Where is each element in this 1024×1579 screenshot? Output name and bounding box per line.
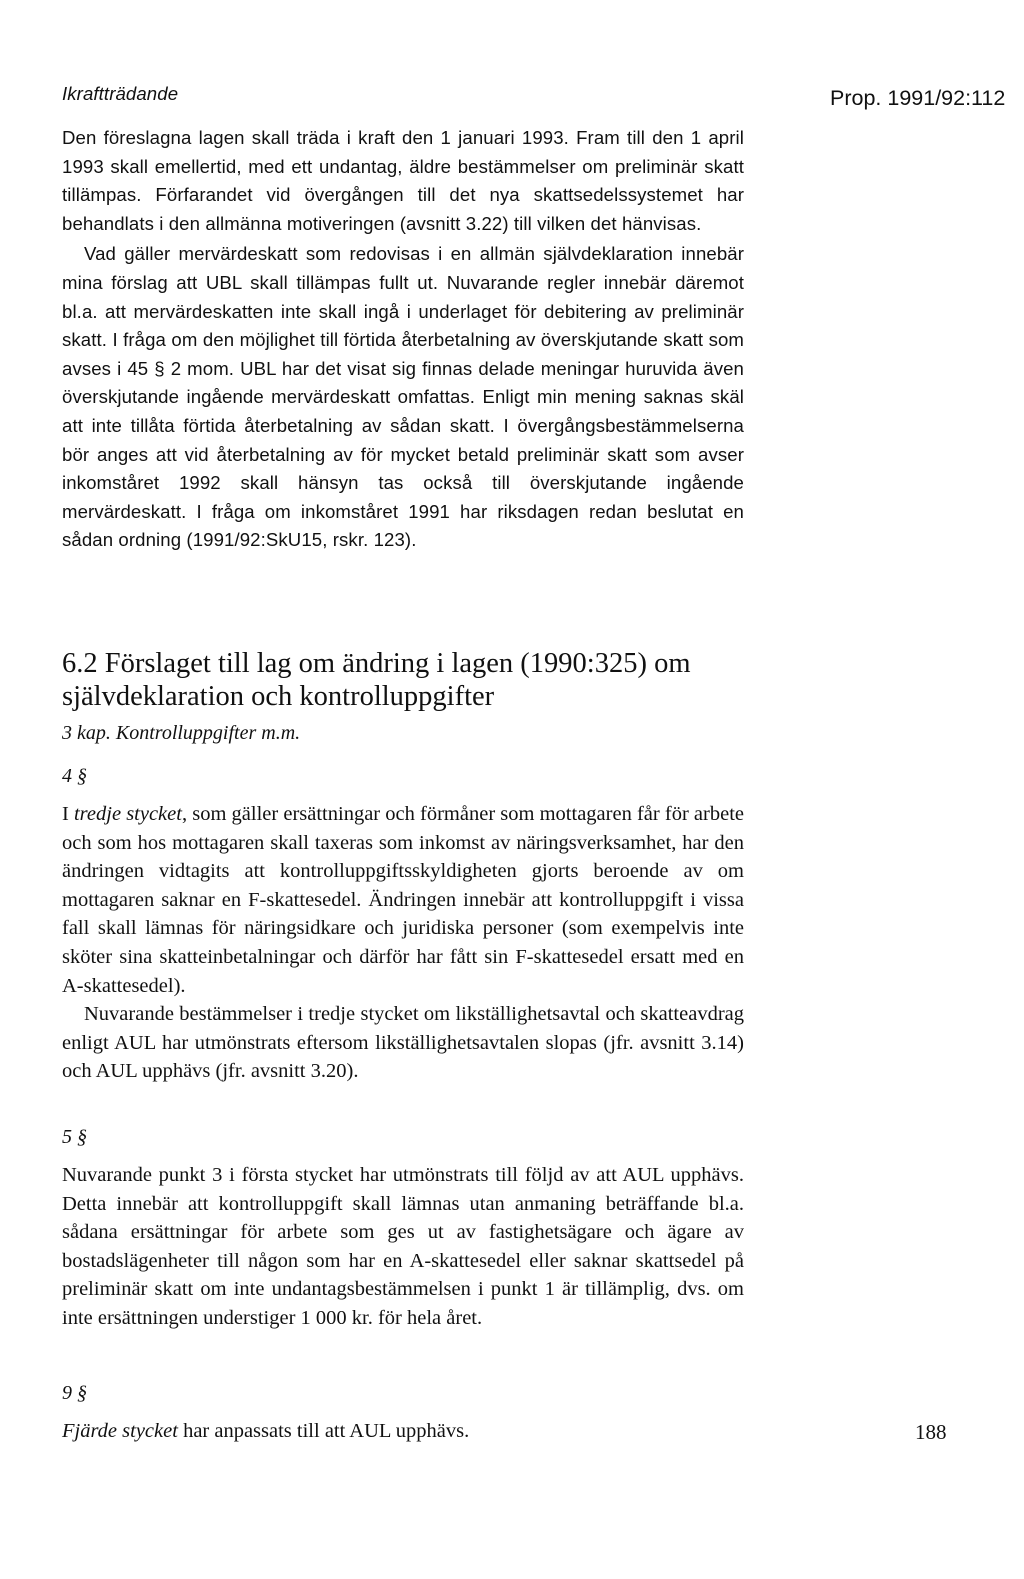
proposition-reference: Prop. 1991/92:112 bbox=[830, 86, 1006, 110]
chapter-heading: 3 kap. Kontrolluppgifter m.m. bbox=[62, 722, 301, 744]
intro-block bbox=[62, 124, 744, 555]
paragraph-9-text bbox=[62, 1417, 744, 1446]
paragraph-5-label: 5 § bbox=[62, 1126, 87, 1148]
p4-emphasis: tredje stycket bbox=[73, 803, 182, 825]
p9-rest: har anpassats till att AUL upphävs. bbox=[177, 1420, 470, 1442]
p9-emphasis: Fjärde stycket bbox=[62, 1420, 178, 1442]
section-6-2 bbox=[62, 647, 744, 745]
intro-paragraph-2: Vad gäller mervärdeskatt som redovisas i en allmän självdeklaration innebär mina förslag att UBL skall tillämpas fullt ut. Nuvarande regler innebär däremot bl.a. att mervärdeskatten inte skall ingå i underlaget för debitering av preliminär skatt. I fråga om den möjlighet till förtida återbetalning av överskjutande skatt som avses i 45 § 2 mom. UBL har det visat sig finnas delade meningar huruvida även överskjutande ingående mervärdeskatt omfattas. Enligt min mening saknas skäl att inte tillåta förtida återbetalning av sådan skatt. I övergångsbestämmelserna bör anges att vid återbetalning av för mycket betald preliminär skatt som avser inkomståret 1992 skall hänsyn tas också till överskjutande ingående mervärdeskatt. I fråga om inkomståret 1991 har riksdagen redan beslutat en sådan ordning (1991/92:SkU15, rskr. 123). bbox=[62, 243, 744, 551]
intro-paragraph-1: Den föreslagna lagen skall träda i kraft den 1 januari 1993. Fram till den 1 april 1993 skall emellertid, med ett undantag, äldre bestämmelser om preliminär skatt tillämpas. Förfarandet vid övergången till det nya skattsedelssystemet har behandlats i den allmänna motiveringen (avsnitt 3.22) till vilken det hänvisas. bbox=[62, 127, 744, 234]
paragraph-4-text-2: Nuvarande bestämmelser i tredje stycket om likställighetsavtal och skatteavdrag enligt AUL har utmönstrats eftersom likställighetsavtalen slopas (jfr. avsnitt 3.14) och AUL upphävs (jfr. avsnitt 3.20). bbox=[62, 1003, 744, 1083]
running-title bbox=[62, 80, 744, 109]
paragraph-4-section bbox=[62, 765, 744, 1086]
p4-lead: I bbox=[62, 803, 74, 825]
paragraph-4-label: 4 § bbox=[62, 765, 87, 787]
paragraph-9-label: 9 § bbox=[62, 1382, 87, 1404]
paragraph-4-text-1 bbox=[62, 800, 744, 1000]
paragraph-5-text: Nuvarande punkt 3 i första stycket har utmönstrats till följd av att AUL upphävs. Detta innebär att kontrolluppgift skall lämnas utan anmaning beträffande bl.a. sådana ersättningar för arbete som ges ut av fastighetsägare och ägare av bostadslägenheter till någon som har en A-skattesedel eller saknar skattsedel på preliminär skatt om inte undantagsbestämmelsen i punkt 1 är tillämplig, dvs. om inte ersättningen understiger 1 000 kr. för hela året. bbox=[62, 1164, 744, 1329]
paragraph-5-section bbox=[62, 1126, 744, 1333]
p4-rest: , som gäller ersättningar och förmåner som mottagaren får för arbete och som hos mottagaren skall taxeras som inkomst av näringsverksamhet, har den ändringen vidtagits att kontrolluppgiftsskyldigheten gjorts beroende av om mottagaren saknar en F-skattesedel. Ändringen innebär att kontrolluppgift i vissa fall skall lämnas för näringsidkare och juridiska personer (som exempelvis inte sköter sina skatteinbetalningar och därför har fått sin F-skattesedel ersatt med en A-skattesedel). bbox=[62, 803, 744, 997]
page-number: 188 bbox=[915, 1420, 947, 1444]
running-title-text: Ikraftträdande bbox=[62, 83, 179, 104]
paragraph-9-section bbox=[62, 1382, 744, 1446]
section-heading: 6.2 Förslaget till lag om ändring i lagen (1990:325) om självdeklaration och kontrolluppgifter bbox=[62, 648, 691, 712]
